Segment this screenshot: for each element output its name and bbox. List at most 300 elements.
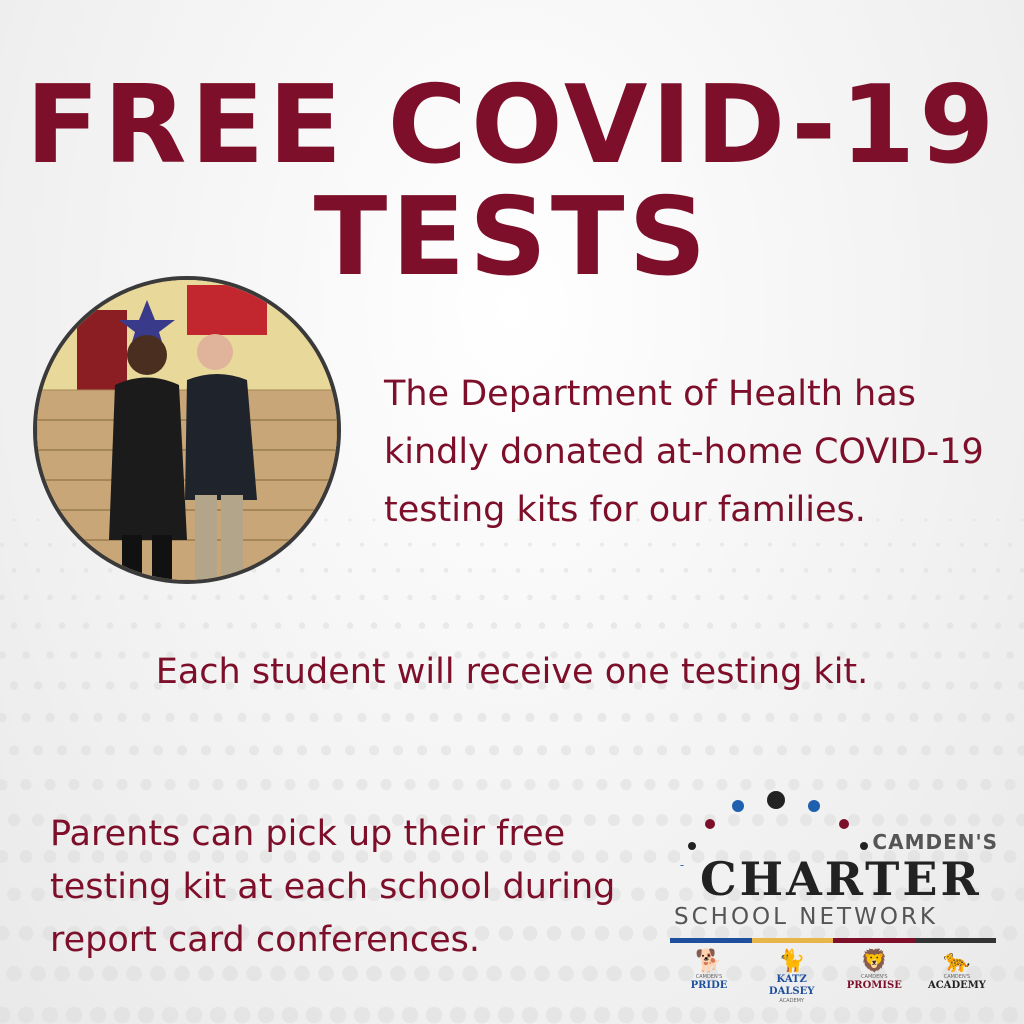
school-logo-academy (918, 950, 996, 994)
background-dot (732, 568, 737, 573)
background-dot (287, 595, 293, 601)
background-dot (360, 543, 364, 547)
background-dot (81, 745, 91, 755)
background-dot (623, 595, 629, 601)
background-dot (959, 595, 965, 601)
background-dot (213, 713, 222, 722)
background-dot (441, 745, 451, 755)
background-dot (558, 966, 574, 982)
background-dot (102, 966, 118, 982)
background-dot (729, 745, 739, 755)
background-dot (753, 745, 763, 755)
background-dot (18, 1007, 35, 1024)
background-dot (335, 595, 341, 601)
background-dot (876, 568, 881, 573)
background-dot (443, 622, 450, 629)
background-dot (738, 1007, 755, 1024)
background-dot (906, 1007, 923, 1024)
background-dot (813, 713, 822, 722)
background-dot (755, 622, 762, 629)
background-dot (186, 1007, 203, 1024)
background-dot (1007, 595, 1013, 601)
background-dot (371, 622, 378, 629)
background-dot (983, 595, 989, 601)
background-dot (696, 543, 700, 547)
background-dot (332, 779, 343, 790)
background-dot (11, 622, 18, 629)
background-dot (801, 745, 811, 755)
background-dot (633, 745, 643, 755)
background-dot (450, 1007, 467, 1024)
background-dot (786, 1007, 803, 1024)
background-dot (486, 966, 502, 982)
background-dot (684, 568, 689, 573)
background-dot (852, 568, 857, 573)
background-dot (803, 622, 810, 629)
background-dot (0, 543, 4, 547)
background-dot (249, 745, 259, 755)
background-dot (336, 543, 340, 547)
background-dot (707, 622, 714, 629)
background-dot (624, 543, 628, 547)
background-dot (548, 779, 559, 790)
background-dot (491, 622, 498, 629)
background-dot (816, 543, 820, 547)
background-dot (719, 595, 725, 601)
background-dot (528, 543, 532, 547)
background-dot (7, 888, 21, 902)
background-dot (138, 1007, 155, 1024)
background-dot (263, 595, 269, 601)
background-dot (126, 966, 142, 982)
background-dot (201, 745, 211, 755)
background-dot (1002, 1007, 1019, 1024)
background-dot (13, 519, 16, 522)
background-dot (690, 1007, 707, 1024)
background-dot (1015, 888, 1024, 902)
background-dot (885, 713, 894, 722)
logo-school-network: SCHOOL NETWORK (674, 904, 938, 930)
background-dot (129, 745, 139, 755)
background-dot (20, 850, 33, 863)
title-line-2: TESTS (313, 175, 711, 300)
staff-photo (33, 276, 341, 584)
kit-per-student-paragraph: Each student will receive one testing kit. (155, 652, 869, 692)
background-dot (225, 745, 235, 755)
background-dot (90, 1007, 107, 1024)
background-dot (683, 622, 690, 629)
background-dot (215, 595, 221, 601)
background-dot (179, 622, 186, 629)
background-dot (345, 745, 355, 755)
background-dot (765, 713, 774, 722)
background-dot (78, 966, 94, 982)
background-dot (515, 622, 522, 629)
background-dot (19, 926, 34, 941)
background-dot (923, 622, 930, 629)
background-dot (381, 713, 390, 722)
background-dot (501, 713, 510, 722)
background-dot (933, 713, 942, 722)
background-dot (251, 622, 258, 629)
background-dot (474, 1007, 491, 1024)
background-dot (155, 622, 162, 629)
background-dot (1003, 926, 1018, 941)
lion-icon: 🦁 (860, 949, 889, 974)
background-dot (0, 713, 7, 722)
school-logo-promise (835, 950, 913, 994)
background-dot (44, 779, 55, 790)
background-dot (68, 779, 79, 790)
background-dot (407, 595, 413, 601)
background-dot (444, 568, 449, 573)
background-dot (431, 595, 437, 601)
background-dot (369, 745, 379, 755)
background-dot (743, 595, 749, 601)
background-dot (767, 595, 773, 601)
background-dot (714, 1007, 731, 1024)
background-dot (498, 1007, 515, 1024)
background-dot (479, 595, 485, 601)
background-dot (0, 595, 5, 601)
background-dot (246, 966, 262, 982)
background-dot (198, 966, 214, 982)
background-dot (140, 779, 151, 790)
background-dot (465, 745, 475, 755)
background-dot (402, 1007, 419, 1024)
background-dot (177, 745, 187, 755)
background-dot (551, 595, 557, 601)
background-dot (9, 745, 19, 755)
background-dot (72, 543, 76, 547)
background-dot (912, 543, 916, 547)
background-dot (957, 713, 966, 722)
logo-camdens: CAMDEN'S (872, 830, 998, 854)
cat-icon: 🐈 (777, 949, 806, 974)
background-dot (695, 595, 701, 601)
background-dot (810, 1007, 827, 1024)
school-name-katz-dalsey: KATZ DALSEY (768, 974, 815, 997)
background-dot (330, 1007, 347, 1024)
background-dot (618, 1007, 635, 1024)
background-dot (380, 779, 391, 790)
background-dot (105, 745, 115, 755)
background-dot (611, 622, 618, 629)
background-dot (791, 595, 797, 601)
background-dot (863, 595, 869, 601)
background-dot (311, 595, 317, 601)
background-dot (84, 568, 89, 573)
background-dot (258, 1007, 275, 1024)
school-name-academy: ACADEMY (927, 980, 986, 991)
background-dot (384, 543, 388, 547)
background-dot (455, 595, 461, 601)
background-dot (323, 622, 330, 629)
background-dot (143, 595, 149, 601)
background-dot (414, 966, 430, 982)
background-dot (12, 568, 17, 573)
background-dot (636, 568, 641, 573)
background-dot (572, 779, 583, 790)
background-dot (1004, 850, 1017, 863)
background-dot (864, 543, 868, 547)
background-dot (524, 779, 535, 790)
background-dot (20, 779, 31, 790)
background-dot (537, 745, 547, 755)
bar-segment-2 (752, 938, 834, 943)
background-dot (996, 568, 1001, 573)
background-dot (1004, 779, 1015, 790)
background-dot (552, 543, 556, 547)
background-dot (984, 543, 988, 547)
background-dot (417, 745, 427, 755)
background-dot (285, 713, 294, 722)
background-dot (203, 622, 210, 629)
background-dot (164, 779, 175, 790)
background-dot (35, 622, 42, 629)
background-dot (666, 1007, 683, 1024)
background-dot (378, 1007, 395, 1024)
background-dot (325, 519, 328, 522)
background-dot (828, 568, 833, 573)
background-dot (693, 713, 702, 722)
background-dot (762, 1007, 779, 1024)
background-dot (522, 1007, 539, 1024)
background-dot (612, 568, 617, 573)
background-dot (858, 1007, 875, 1024)
background-dot (93, 713, 102, 722)
background-dot (236, 779, 247, 790)
background-dot (897, 745, 907, 755)
background-dot (911, 595, 917, 601)
school-sub-promise: CAMDEN'S (861, 974, 888, 980)
background-dot (510, 966, 526, 982)
bar-segment-3 (833, 938, 915, 943)
background-dot (671, 595, 677, 601)
background-dot (239, 595, 245, 601)
background-dot (1017, 745, 1024, 755)
background-dot (42, 1007, 59, 1024)
background-dot (222, 966, 238, 982)
background-dot (948, 568, 953, 573)
background-dot (756, 568, 761, 573)
background-dot (174, 966, 190, 982)
background-dot (54, 966, 70, 982)
background-dot (659, 622, 666, 629)
background-dot (284, 779, 295, 790)
background-dot (851, 622, 858, 629)
background-dot (32, 814, 44, 826)
pickup-paragraph: Parents can pick up their free testing kit at each school during report card conferences. (50, 814, 616, 960)
background-dot (356, 779, 367, 790)
background-dot (294, 966, 310, 982)
background-dot (212, 779, 223, 790)
background-dot (432, 543, 436, 547)
background-dot (393, 745, 403, 755)
background-dot (141, 713, 150, 722)
background-dot (308, 779, 319, 790)
background-dot (359, 595, 365, 601)
background-dot (539, 622, 546, 629)
background-dot (189, 713, 198, 722)
background-dot (476, 779, 487, 790)
background-dot (300, 568, 305, 573)
background-dot (978, 1007, 995, 1024)
background-dot (36, 568, 41, 573)
background-dot (587, 622, 594, 629)
background-dot (234, 1007, 251, 1024)
background-dot (48, 543, 52, 547)
background-dot (681, 745, 691, 755)
background-dot (936, 543, 940, 547)
school-logos (670, 949, 996, 1004)
background-dot (924, 568, 929, 573)
background-dot (1008, 543, 1012, 547)
background-dot (426, 1007, 443, 1024)
background-dot (900, 568, 905, 573)
background-dot (503, 595, 509, 601)
donation-paragraph: The Department of Health has kindly donated at-home COVID-19 testing kits for our families. (384, 374, 984, 530)
background-dot (935, 595, 941, 601)
background-dot (210, 1007, 227, 1024)
background-dot (570, 1007, 587, 1024)
background-dot (1005, 713, 1014, 722)
background-dot (834, 1007, 851, 1024)
background-dot (420, 568, 425, 573)
background-dot (930, 1007, 947, 1024)
background-dot (849, 745, 859, 755)
background-dot (390, 966, 406, 982)
background-dot (260, 779, 271, 790)
background-dot (882, 1007, 899, 1024)
background-dot (789, 713, 798, 722)
background-dot (477, 713, 486, 722)
logo-color-bar (670, 938, 996, 943)
background-dot (582, 966, 598, 982)
background-dot (596, 779, 607, 790)
background-dot (299, 622, 306, 629)
background-dot (306, 1007, 323, 1024)
background-dot (804, 568, 809, 573)
school-logo-pride (670, 950, 748, 994)
background-dot (309, 713, 318, 722)
background-dot (549, 713, 558, 722)
background-dot (909, 713, 918, 722)
background-dot (117, 713, 126, 722)
background-dot (270, 966, 286, 982)
background-dot (492, 568, 497, 573)
panther-icon: 🐆 (943, 949, 971, 974)
background-dot (1021, 519, 1024, 522)
background-dot (33, 745, 43, 755)
background-dot (888, 543, 892, 547)
background-dot (395, 622, 402, 629)
background-dot (720, 543, 724, 547)
background-dot (995, 622, 1002, 629)
background-dot (575, 595, 581, 601)
background-dot (597, 713, 606, 722)
background-dot (875, 622, 882, 629)
background-dot (705, 745, 715, 755)
background-dot (188, 779, 199, 790)
background-dot (576, 543, 580, 547)
background-dot (261, 713, 270, 722)
background-dot (372, 568, 377, 573)
background-dot (546, 1007, 563, 1024)
background-dot (599, 595, 605, 601)
background-dot (47, 595, 53, 601)
background-dot (116, 779, 127, 790)
background-dot (947, 622, 954, 629)
background-dot (779, 622, 786, 629)
background-dot (30, 966, 46, 982)
background-dot (153, 745, 163, 755)
background-dot (972, 568, 977, 573)
background-dot (383, 595, 389, 601)
background-dot (59, 622, 66, 629)
background-dot (408, 543, 412, 547)
background-dot (452, 779, 463, 790)
background-dot (534, 966, 550, 982)
background-dot (1014, 966, 1024, 982)
background-dot (456, 543, 460, 547)
background-dot (780, 568, 785, 573)
background-dot (0, 850, 8, 863)
background-dot (83, 622, 90, 629)
background-dot (167, 595, 173, 601)
background-dot (404, 779, 415, 790)
background-dot (921, 745, 931, 755)
background-dot (342, 966, 358, 982)
background-dot (513, 745, 523, 755)
background-dot (429, 713, 438, 722)
background-dot (462, 966, 478, 982)
background-dot (405, 713, 414, 722)
background-dot (282, 1007, 299, 1024)
background-dot (373, 519, 376, 522)
background-dot (23, 595, 29, 601)
background-dot (119, 595, 125, 601)
background-dot (1016, 814, 1024, 826)
school-sub-academy: CAMDEN'S (943, 974, 971, 980)
background-dot (438, 966, 454, 982)
background-dot (731, 622, 738, 629)
background-dot (165, 713, 174, 722)
background-dot (969, 745, 979, 755)
background-dot (114, 1007, 131, 1024)
background-dot (500, 779, 511, 790)
background-dot (45, 713, 54, 722)
background-dot (840, 543, 844, 547)
charter-network-logo (668, 786, 998, 1004)
background-dot (69, 713, 78, 722)
school-logo-katz-dalsey (753, 949, 831, 1004)
background-dot (419, 622, 426, 629)
background-dot (561, 745, 571, 755)
background-dot (971, 622, 978, 629)
background-dot (107, 622, 114, 629)
background-dot (1020, 568, 1024, 573)
background-dot (657, 745, 667, 755)
background-dot (981, 713, 990, 722)
page-title (0, 63, 1024, 300)
background-dot (563, 622, 570, 629)
background-dot (275, 622, 282, 629)
background-dot (333, 713, 342, 722)
title-line-1: FREE COVID-19 (25, 63, 999, 188)
background-dot (24, 543, 28, 547)
background-dot (635, 622, 642, 629)
